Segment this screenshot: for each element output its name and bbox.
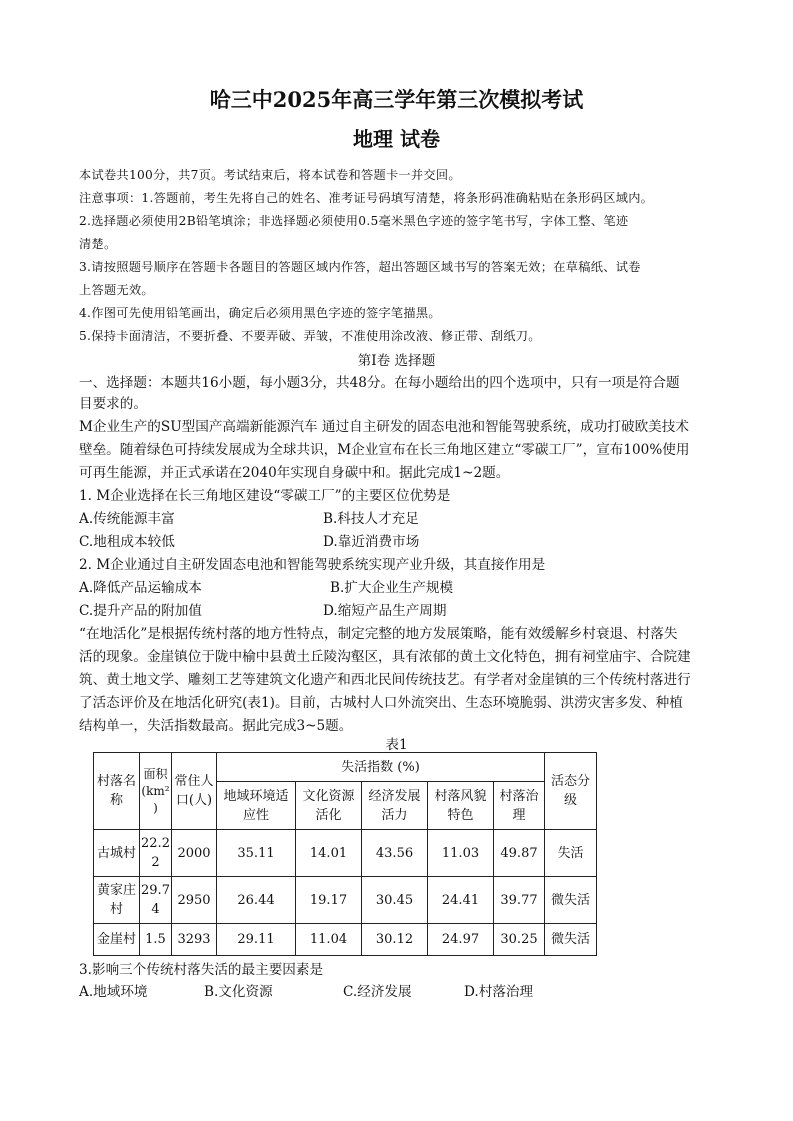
header-env: 地域环境适 应性	[217, 782, 296, 830]
cell-culture: 19.17	[296, 877, 362, 924]
q3-option-c[interactable]: C.经济发展	[343, 984, 412, 1000]
q1-option-a[interactable]: A.传统能源丰富	[79, 511, 175, 527]
exam-title: 哈三中2025年高三学年第三次模拟考试	[209, 87, 584, 112]
header-index-group: 失活指数 (%)	[217, 753, 545, 782]
cell-level: 微失活	[545, 924, 597, 956]
header-population: 常住人 口(人)	[172, 753, 217, 830]
passage-line: 筑、黄土地文学、雕刻工艺等建筑文化遗产和西北民间传统技艺。有学者对金崖镇的三个传统村落进行	[79, 672, 691, 688]
q2-option-a[interactable]: A.降低产品运输成本	[79, 580, 202, 596]
cell-pop: 3293	[172, 924, 217, 956]
passage-line: M企业生产的SU型国产高端新能源汽车 通过自主研发的固态电池和智能驾驶系统，成功打破欧美技术	[79, 419, 689, 435]
header-governance: 村落治 理	[494, 782, 545, 830]
cell-area: 1.5	[140, 924, 172, 956]
passage-line: 可再生能源，并正式承诺在2040年实现自身碳中和。据此完成1~2题。	[79, 465, 510, 481]
cell-pop: 2950	[172, 877, 217, 924]
header-village-name: 村落名 称	[94, 753, 140, 830]
instruction-line: 5.保持卡面清洁，不要折叠、不要弄破、弄皱，不准使用涂改液、修正带、刮纸刀。	[79, 329, 541, 343]
question-3-stem: 3.影响三个传统村落失活的最主要因素是	[79, 962, 324, 978]
q2-option-b[interactable]: B.扩大企业生产规模	[330, 580, 454, 596]
cell-env: 35.11	[217, 830, 296, 877]
cell-level: 失活	[545, 830, 597, 877]
cell-culture: 11.04	[296, 924, 362, 956]
instruction-line: 注意事项：1.答题前，考生先将自己的姓名、准考证号码填写清楚，将条形码准确粘贴在条形码区域内。	[79, 191, 654, 205]
cell-economy: 30.12	[362, 924, 428, 956]
passage-line: 了活态评价及在地活化研究(表1)。目前，古城村人口外流突出、生态环境脆弱、洪涝灾害多发、种植	[79, 695, 683, 711]
cell-name: 古城村	[94, 830, 140, 877]
cell-area: 29.7 4	[140, 877, 172, 924]
part-intro-line: 一、选择题：本题共16小题，每小题3分，共48分。在每小题给出的四个选项中，只有一项是符合题	[79, 375, 680, 391]
question-2-stem: 2. M企业通过自主研发固态电池和智能驾驶系统实现产业升级，其直接作用是	[79, 557, 546, 573]
q3-option-a[interactable]: A.地域环境	[79, 984, 148, 1000]
q3-option-b[interactable]: B.文化资源	[204, 984, 273, 1000]
q3-option-d[interactable]: D.村落治理	[464, 984, 534, 1000]
q1-option-c[interactable]: C.地租成本较低	[79, 534, 175, 550]
instruction-line: 3.请按照题号顺序在答题卡各题目的答题区域内作答，超出答题区域书写的答案无效；在草稿纸、试卷	[79, 260, 641, 274]
instruction-line: 本试卷共100分，共7页。考试结束后，将本试卷和答题卡一并交回。	[79, 168, 461, 182]
header-area: 面积 (km² )	[140, 753, 172, 830]
header-level: 活态分 级	[545, 753, 597, 830]
q2-option-d[interactable]: D.缩短产品生产周期	[323, 603, 447, 619]
passage-line: 壁垒。随着绿色可持续发展成为全球共识，M企业宣布在长三角地区建立“零碳工厂”，宣布100%使用	[79, 442, 690, 458]
village-table	[93, 752, 597, 956]
cell-governance: 39.77	[494, 877, 545, 924]
passage-line: 活的现象。金崖镇位于陇中榆中县黄土丘陵沟壑区，具有浓郁的黄土文化特色，拥有祠堂庙宇、合院建	[79, 649, 691, 665]
cell-level: 微失活	[545, 877, 597, 924]
q2-option-c[interactable]: C.提升产品的附加值	[79, 603, 202, 619]
cell-governance: 30.25	[494, 924, 545, 956]
q1-option-d[interactable]: D.靠近消费市场	[323, 534, 420, 550]
table-row	[94, 924, 597, 956]
cell-pop: 2000	[172, 830, 217, 877]
header-culture: 文化资源 活化	[296, 782, 362, 830]
passage-line: 结构单一，失活指数最高。据此完成3~5题。	[79, 718, 353, 734]
passage-line: “在地活化”是根据传统村落的地方性特点，制定完整的地方发展策略，能有效缓解乡村衰退、村落失	[79, 626, 678, 642]
section-title: 第Ⅰ卷 选择题	[357, 353, 436, 369]
table-caption: 表1	[385, 737, 408, 753]
part-intro-line: 目要求的。	[79, 396, 147, 412]
header-economy: 经济发展 活力	[362, 782, 428, 830]
cell-env: 26.44	[217, 877, 296, 924]
cell-economy: 30.45	[362, 877, 428, 924]
table-row	[94, 830, 597, 877]
instruction-line: 2.选择题必须使用2B铅笔填涂；非选择题必须使用0.5毫米黑色字迹的签字笔书写，字体工整、笔迹	[79, 214, 629, 228]
instruction-line: 4.作图可先使用铅笔画出，确定后必须用黑色字迹的签字笔描黑。	[79, 306, 441, 320]
cell-name: 黄家庄 村	[94, 877, 140, 924]
instruction-line: 清楚。	[79, 237, 117, 251]
cell-feature: 24.97	[428, 924, 494, 956]
table-row	[94, 877, 597, 924]
cell-culture: 14.01	[296, 830, 362, 877]
cell-governance: 49.87	[494, 830, 545, 877]
instruction-line: 上答题无效。	[79, 283, 154, 297]
cell-name: 金崖村	[94, 924, 140, 956]
exam-subtitle: 地理 试卷	[353, 127, 440, 151]
q1-option-b[interactable]: B.科技人才充足	[323, 511, 419, 527]
cell-feature: 11.03	[428, 830, 494, 877]
cell-feature: 24.41	[428, 877, 494, 924]
header-feature: 村落风貌 特色	[428, 782, 494, 830]
cell-area: 22.2 2	[140, 830, 172, 877]
cell-env: 29.11	[217, 924, 296, 956]
cell-economy: 43.56	[362, 830, 428, 877]
question-1-stem: 1. M企业选择在长三角地区建设“零碳工厂”的主要区位优势是	[79, 488, 451, 504]
